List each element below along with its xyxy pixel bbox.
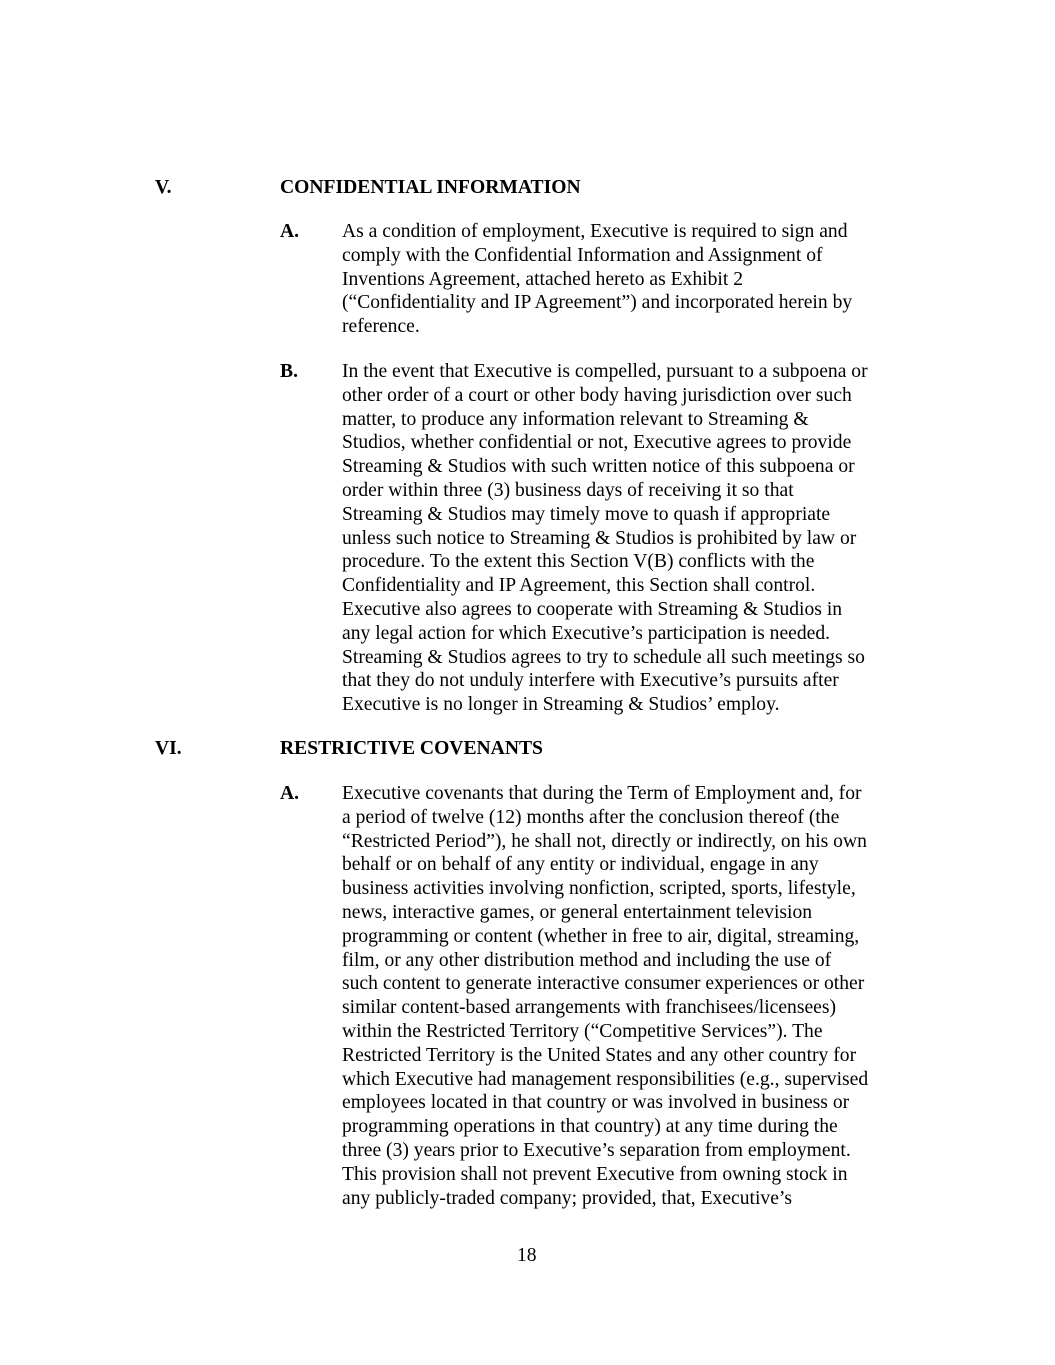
text-line: other order of a court or other body having jurisdiction over such <box>342 384 852 406</box>
text-line: Restricted Territory is the United States and any other country for <box>342 1044 857 1066</box>
text-line: Confidentiality and IP Agreement, this Section shall control. <box>342 575 816 597</box>
text-line: Streaming & Studios may timely move to quash if appropriate <box>342 503 831 525</box>
paragraph-body <box>342 220 852 339</box>
text-line: (“Confidentiality and IP Agreement”) and incorporated herein by <box>342 292 853 314</box>
text-line: Streaming & Studios agrees to try to schedule all such meetings so <box>342 646 865 668</box>
text-line: any publicly-traded company; provided, that, Executive’s <box>342 1187 792 1209</box>
text-line: employees located in that country or was involved in business or <box>342 1092 850 1114</box>
text-line: This provision shall not prevent Executive from owning stock in <box>342 1163 848 1185</box>
text-line: a period of twelve (12) months after the conclusion thereof (the <box>342 806 840 828</box>
text-line: Streaming & Studios with such written notice of this subpoena or <box>342 456 855 478</box>
text-line: any legal action for which Executive’s participation is needed. <box>342 622 831 644</box>
text-line: Executive is no longer in Streaming & Studios’ employ. <box>342 694 780 716</box>
paragraph-body <box>342 782 868 1210</box>
text-line: three (3) years prior to Executive’s separation from employment. <box>342 1139 851 1161</box>
text-line: order within three (3) business days of receiving it so that <box>342 479 794 501</box>
section-number: VI. <box>155 738 182 759</box>
text-line: Executive also agrees to cooperate with Streaming & Studios in <box>342 598 843 620</box>
text-line: which Executive had management responsibilities (e.g., supervised <box>342 1068 869 1090</box>
paragraph-letter: A. <box>280 783 300 804</box>
text-line: that they do not unduly interfere with Executive’s pursuits after <box>342 670 839 692</box>
text-line: programming operations in that country) at any time during the <box>342 1116 838 1138</box>
text-line: news, interactive games, or general entertainment television <box>342 901 813 923</box>
paragraph-body <box>342 360 868 717</box>
section-number: V. <box>155 177 172 198</box>
text-line: such content to generate interactive consumer experiences or other <box>342 973 865 995</box>
text-line: As a condition of employment, Executive is required to sign and <box>342 221 848 242</box>
text-line: matter, to produce any information relevant to Streaming & <box>342 408 809 430</box>
text-line: Inventions Agreement, attached hereto as Exhibit 2 <box>342 268 744 290</box>
text-line: behalf or on behalf of any entity or individual, engage in any <box>342 854 819 876</box>
text-line: reference. <box>342 316 420 338</box>
text-line: similar content-based arrangements with franchisees/licensees) <box>342 997 837 1019</box>
text-line: unless such notice to Streaming & Studios is prohibited by law or <box>342 527 857 549</box>
page-number: 18 <box>517 1245 537 1266</box>
section-heading: RESTRICTIVE COVENANTS <box>280 738 543 759</box>
section-heading: CONFIDENTIAL INFORMATION <box>280 177 581 198</box>
text-line: programming or content (whether in free to air, digital, streaming, <box>342 925 860 947</box>
text-line: film, or any other distribution method and including the use of <box>342 949 832 971</box>
text-line: procedure. To the extent this Section V(B) conflicts with the <box>342 551 815 573</box>
paragraph-letter: A. <box>280 221 300 242</box>
text-line: Executive covenants that during the Term of Employment and, for <box>342 783 862 804</box>
text-line: “Restricted Period”), he shall not, directly or indirectly, on his own <box>342 830 867 852</box>
text-line: In the event that Executive is compelled, pursuant to a subpoena or <box>342 361 868 382</box>
text-line: business activities involving nonfiction, scripted, sports, lifestyle, <box>342 878 856 900</box>
text-line: Studios, whether confidential or not, Executive agrees to provide <box>342 432 852 454</box>
text-line: within the Restricted Territory (“Competitive Services”). The <box>342 1020 823 1042</box>
paragraph-letter: B. <box>280 361 298 382</box>
text-line: comply with the Confidential Information and Assignment of <box>342 244 823 266</box>
